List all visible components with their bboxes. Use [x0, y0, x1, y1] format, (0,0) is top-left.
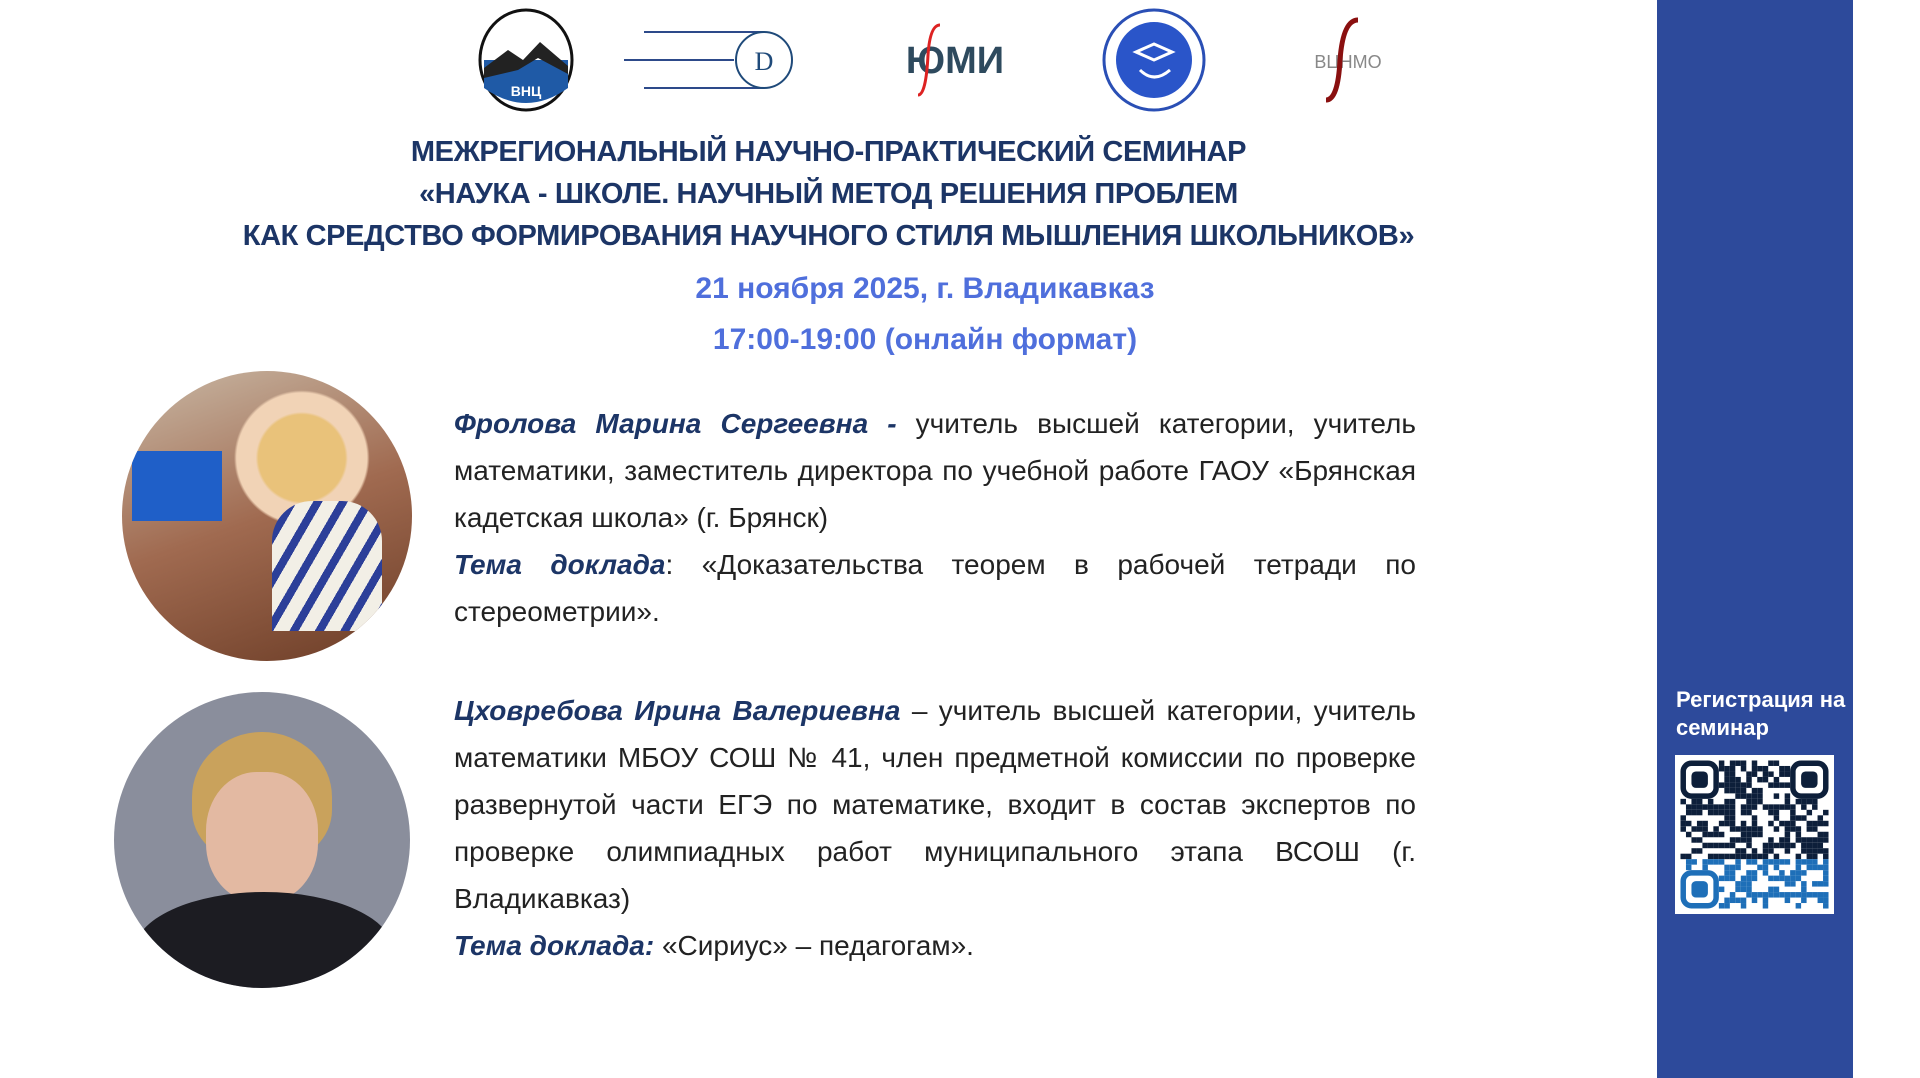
speaker-1-topic: : «Доказательства теорем в рабочей тетради по стереометрии». — [454, 549, 1416, 627]
seminar-title-line-1: МЕЖРЕГИОНАЛЬНЫЙ НАУЧНО-ПРАКТИЧЕСКИЙ СЕМИНАР — [410, 136, 1247, 168]
speaker-2-topic-label: Тема доклада: — [454, 930, 655, 961]
vcnmo-logo — [1288, 8, 1408, 112]
speaker-1-topic-label: Тема доклада — [454, 549, 666, 580]
dalpha-logo — [624, 8, 806, 112]
blouse-shape — [272, 501, 382, 631]
speaker-2-photo — [114, 692, 410, 988]
seminar-title-line-2: «НАУКА - ШКОЛЕ. НАУЧНЫЙ МЕТОД РЕШЕНИЯ ПРОБЛЕМ — [419, 178, 1238, 210]
registration-sidebar — [1657, 0, 1853, 1078]
yumi-logo — [900, 8, 1010, 112]
time: 17:00-19:00 (онлайн формат) — [712, 323, 1138, 356]
registration-qr-code[interactable] — [1675, 755, 1834, 914]
speaker-1-photo — [122, 371, 412, 661]
speaker-2-description: – учитель высшей категории, учитель математики МБОУ СОШ № 41, член предметной комиссии по проверке развернутой части ЕГЭ по математике, входит в состав экспертов по проверке олимпиадных работ муниципального этапа ВСОШ (г. Владикавказ) — [454, 695, 1416, 914]
qr-code-icon — [1675, 755, 1834, 914]
svg-text:D: D — [754, 47, 774, 76]
registration-label: Регистрация на семинар — [1676, 687, 1846, 740]
seminar-title-line-3: КАК СРЕДСТВО ФОРМИРОВАНИЯ НАУЧНОГО СТИЛЯ МЫШЛЕНИЯ ШКОЛЬНИКОВ» — [242, 220, 1415, 252]
speaker-1-description: учитель высшей категории, учитель математики, заместитель директора по учебной работе ГАОУ «Брянская кадетская школа» (г. Брянск) — [454, 408, 1416, 533]
speaker-1-bio — [454, 400, 1416, 635]
emblem-logo — [1100, 8, 1208, 112]
speaker-1-name: Фролова Марина Сергеевна - — [454, 408, 897, 439]
speaker-2-bio — [454, 687, 1416, 969]
vnc-logo — [478, 8, 574, 112]
monitor-shape — [132, 451, 222, 521]
speaker-2-topic: «Сириус» – педагогам». — [654, 930, 974, 961]
svg-text:ВЦНМО: ВЦНМО — [1314, 52, 1382, 72]
svg-text:ВНЦ: ВНЦ — [510, 83, 542, 99]
clothing-shape — [134, 892, 394, 988]
svg-text:ЮМИ: ЮМИ — [905, 40, 1005, 82]
face-shape — [206, 772, 318, 902]
speaker-2-name: Цховребова Ирина Валериевна — [454, 695, 901, 726]
date-place: 21 ноября 2025, г. Владикавказ — [695, 272, 1155, 305]
